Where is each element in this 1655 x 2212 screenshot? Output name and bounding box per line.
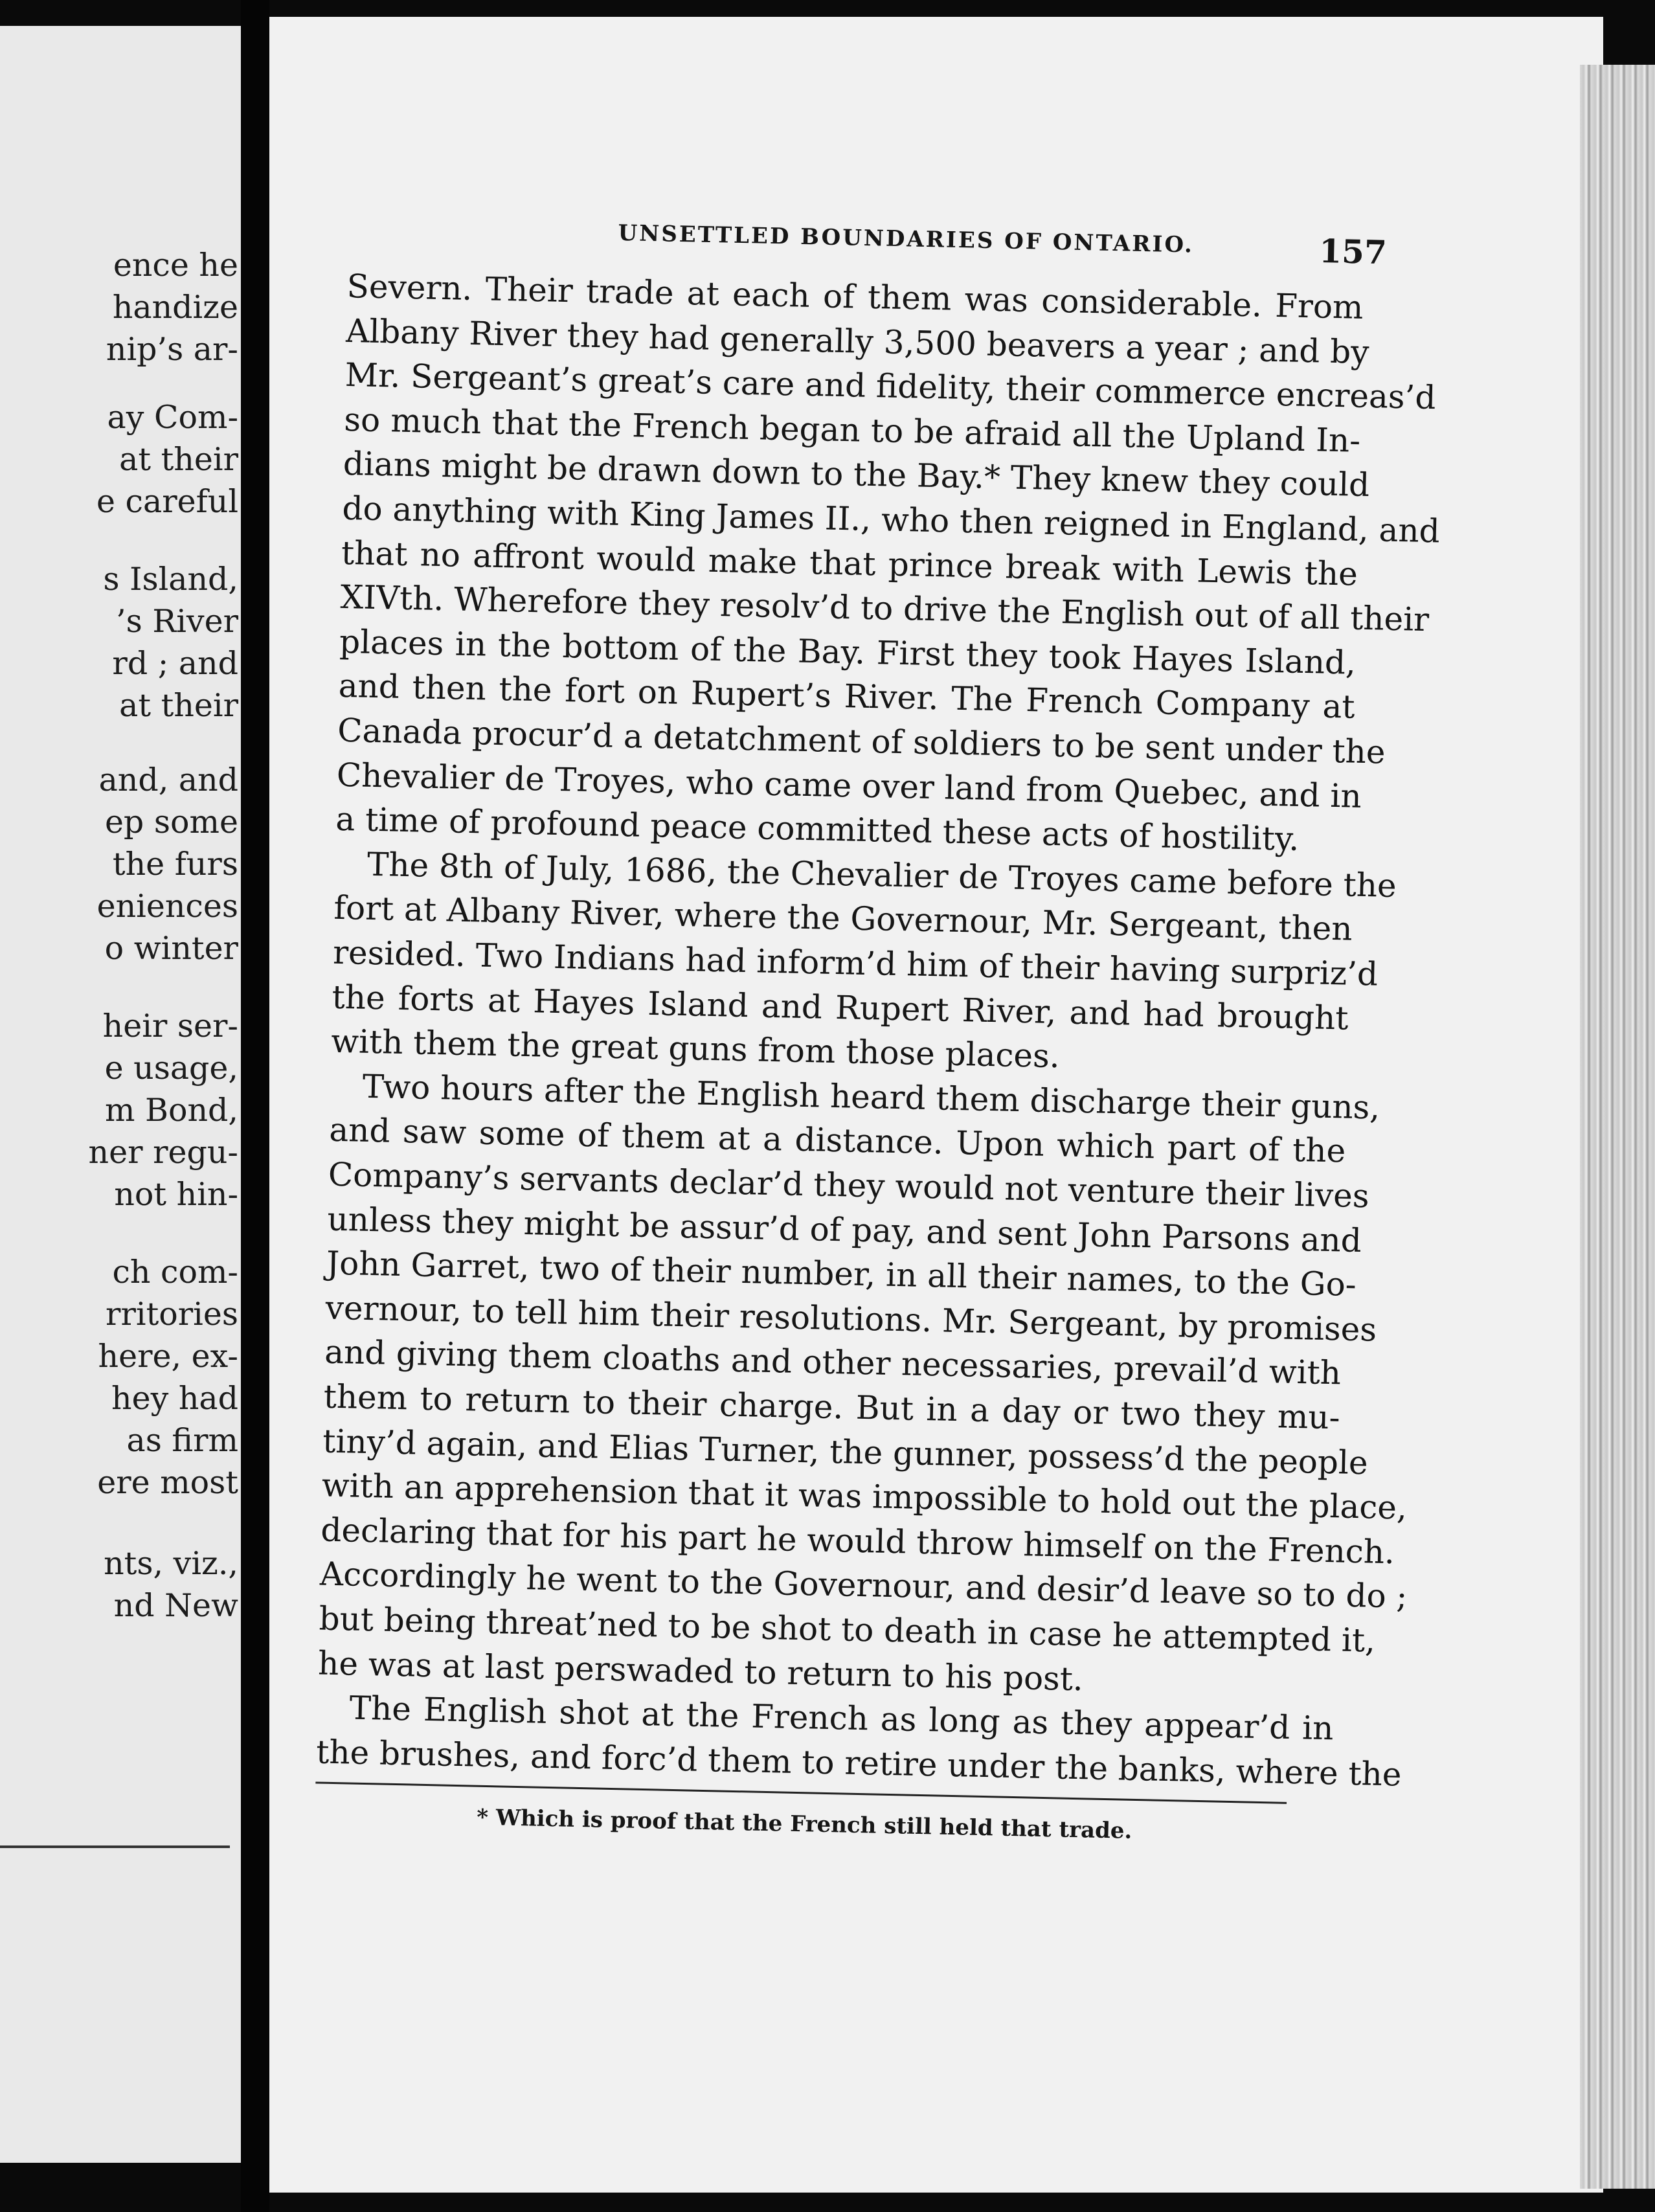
left-page-line: e careful	[96, 483, 238, 520]
left-page-line: at their	[119, 687, 238, 724]
text-line: vernour, to tell him their resolutions. Mr. Sergeant, by promises	[325, 1289, 1377, 1349]
text-line: the brushes, and forc’d them to retire under the banks, where the	[315, 1733, 1402, 1794]
left-page-line: at their	[119, 441, 238, 478]
left-page-line: the furs	[112, 846, 238, 883]
page-edges	[1580, 65, 1655, 2189]
page-number: 157	[1318, 232, 1388, 272]
text-line: so much that the French began to be afraid all the Upland In-	[343, 400, 1361, 460]
left-page-line: rd ; and	[112, 645, 238, 682]
left-page-line: nd New	[113, 1587, 238, 1624]
left-page-line: m Bond,	[104, 1092, 238, 1129]
left-page-line: o winter	[104, 930, 238, 967]
text-line: with them the great guns from those places.	[330, 1022, 1061, 1076]
text-line: with an apprehension that it was impossible to hold out the place,	[321, 1466, 1408, 1527]
text-line: places in the bottom of the Bay. First they took Hayes Island,	[339, 622, 1357, 682]
left-page-line: s Island,	[103, 561, 238, 598]
text-line: resided. Two Indians had inform’d him of their having surpriz’d	[332, 933, 1379, 993]
text-line: Accordingly he went to the Governour, and desir’d leave so to do ;	[319, 1555, 1408, 1616]
left-page-line: ay Com-	[107, 399, 238, 436]
footnote: * Which is proof that the French still held that trade.	[476, 1805, 1132, 1845]
text-line: them to return to their charge. But in a day or two they mu-	[323, 1377, 1341, 1437]
text-line: that no affront would make that prince break with Lewis the	[341, 534, 1358, 593]
text-line: Mr. Sergeant’s great’s care and fidelity, their commerce encreas’d	[344, 356, 1437, 417]
text-line: unless they might be assur’d of pay, and sent John Parsons and	[326, 1200, 1362, 1259]
left-facing-page	[0, 26, 241, 2163]
text-line: Severn. Their trade at each of them was considerable. From	[346, 267, 1364, 326]
left-page-line: hey had	[111, 1380, 238, 1417]
text-line: Canada procur’d a detatchment of soldiers to be sent under the	[337, 711, 1386, 771]
left-page-line: handize	[112, 289, 238, 326]
text-line: fort at Albany River, where the Governour, Mr. Sergeant, then	[333, 889, 1353, 949]
text-line: and then the fort on Rupert’s River. The French Company at	[338, 667, 1356, 727]
text-line: but being threat’ned to be shot to death in case he attempted it,	[319, 1599, 1376, 1660]
left-page-line: nip’s ar-	[106, 331, 238, 368]
text-line: XIVth. Wherefore they resolv’d to drive the English out of all their	[340, 578, 1430, 639]
text-line: do anything with King James II., who then reigned in England, and	[341, 489, 1441, 550]
running-head: UNSETTLED BOUNDARIES OF ONTARIO.	[618, 220, 1195, 258]
left-page-line: ner regu-	[88, 1134, 238, 1171]
left-page-line: not hin-	[114, 1176, 238, 1213]
text-line: a time of profound peace committed these acts of hostility.	[335, 800, 1300, 859]
text-line: declaring that for his part he would throw himself on the French.	[320, 1511, 1395, 1572]
left-page-line: ep some	[104, 804, 238, 841]
text-line: dians might be drawn down to the Bay.* They knew they could	[343, 445, 1370, 504]
text-line: the forts at Hayes Island and Rupert River, and had brought	[332, 978, 1349, 1037]
text-line: tiny’d again, and Elias Turner, the gunner, possess’d the people	[322, 1422, 1369, 1482]
book-gutter	[241, 0, 269, 2212]
left-page-line: e usage,	[104, 1050, 238, 1087]
text-line: Company’s servants declar’d they would not venture their lives	[328, 1155, 1370, 1215]
left-footnote-rule	[0, 1845, 230, 1848]
left-page-line: ’s River	[116, 603, 238, 640]
left-page-line: rritories	[106, 1296, 238, 1333]
text-line: and giving them cloaths and other necessaries, prevail’d with	[324, 1333, 1342, 1392]
text-line: Chevalier de Troyes, who came over land from Quebec, and in	[336, 756, 1362, 815]
left-page-line: as firm	[126, 1422, 238, 1459]
text-line: John Garret, two of their number, in all their names, to the Go-	[326, 1244, 1357, 1304]
left-page-line: here, ex-	[98, 1338, 238, 1375]
left-page-line: ere most	[97, 1464, 238, 1501]
left-page-line: ence he	[113, 247, 238, 284]
left-page-line: ch com-	[112, 1254, 238, 1291]
left-page-line: and, and	[98, 762, 238, 798]
left-page-line: heir ser-	[102, 1008, 238, 1044]
text-line: The 8th of July, 1686, the Chevalier de Troyes came before the	[366, 845, 1397, 905]
text-line: Two hours after the English heard them discharge their guns,	[362, 1067, 1380, 1127]
text-line: The English shot at the French as long as they appear’d in	[349, 1689, 1334, 1748]
text-line: Albany River they had generally 3,500 beavers a year ; and by	[345, 311, 1370, 371]
left-page-line: eniences	[96, 888, 238, 925]
left-page-line: nts, viz.,	[104, 1545, 238, 1582]
text-line: he was at last perswaded to return to his post.	[317, 1644, 1084, 1698]
text-line: and saw some of them at a distance. Upon which part of the	[328, 1111, 1346, 1170]
